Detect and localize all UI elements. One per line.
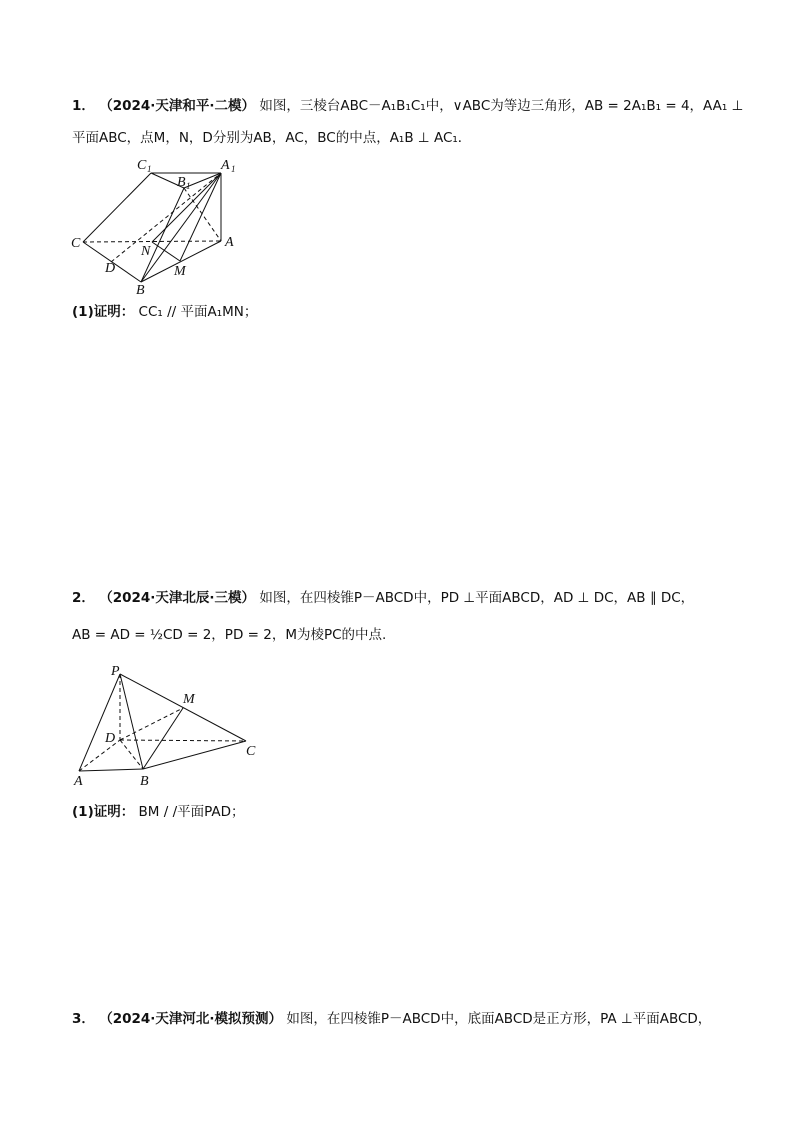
problem-1-line-1	[72, 97, 744, 115]
label-A1-sub: 1	[231, 164, 236, 174]
problem-1-line-2	[72, 129, 722, 147]
problem-3-number: 3．	[72, 1011, 95, 1027]
problem-2-source: （2024·天津北辰·三模）	[99, 590, 256, 606]
label-M2: M	[183, 692, 195, 707]
label-M: M	[174, 264, 186, 279]
problem-2-sub-1-text: BM / /平面PAD；	[138, 804, 245, 820]
problem-1-source: （2024·天津和平·二模）	[99, 98, 256, 114]
problem-1-text-2: 平面ABC，点M，N，D分别为AB，AC，BC的中点，A₁B ⊥ AC₁．	[72, 130, 472, 146]
frustum-diagram	[68, 154, 258, 296]
problem-2-subquestion-1	[72, 803, 722, 821]
pyramid-diagram	[70, 660, 265, 790]
label-D2: D	[105, 731, 116, 746]
label-A2: A	[74, 774, 83, 789]
label-D: D	[105, 261, 116, 276]
label-C1: C	[137, 158, 147, 173]
label-C2: C	[246, 744, 256, 759]
problem-2-number: 2．	[72, 590, 95, 606]
label-P: P	[111, 664, 120, 679]
label-B2: B	[140, 774, 149, 789]
problem-2-sub-1-label: (1)证明：	[72, 804, 135, 820]
problem-1-text-1: 如图，三棱台ABC－A₁B₁C₁中，∨ABC为等边三角形，AB = 2A₁B₁ = 4，AA₁ ⊥	[259, 98, 744, 114]
problem-3-source: （2024·天津河北·模拟预测）	[99, 1011, 283, 1027]
label-N: N	[141, 244, 151, 259]
problem-2-figure	[70, 660, 265, 790]
label-A: A	[225, 235, 234, 250]
label-C1-sub: 1	[147, 164, 152, 174]
problem-1-sub-1-text: CC₁ // 平面A₁MN；	[138, 304, 258, 320]
label-B1: B	[177, 175, 186, 190]
label-A1: A	[221, 158, 230, 173]
problem-2-text-2: AB = AD = ½CD = 2，PD = 2，M为棱PC的中点.	[72, 627, 387, 643]
problem-2-line-2	[72, 626, 722, 644]
label-C: C	[71, 236, 81, 251]
problem-1-subquestion-1	[72, 303, 722, 321]
problem-1-number: 1．	[72, 98, 95, 114]
problem-3-line-1	[72, 1010, 722, 1028]
problem-2-line-1	[72, 589, 722, 607]
label-B: B	[136, 283, 145, 296]
problem-1-sub-1-label: (1)证明：	[72, 304, 135, 320]
problem-3-text-1: 如图，在四棱锥P－ABCD中，底面ABCD是正方形，PA ⊥平面ABCD，	[286, 1011, 712, 1027]
problem-1-figure	[68, 154, 258, 296]
label-B1-sub: 1	[186, 181, 191, 191]
problem-2-text-1: 如图，在四棱锥P－ABCD中，PD ⊥平面ABCD，AD ⊥ DC，AB ∥ DC，	[259, 590, 695, 606]
